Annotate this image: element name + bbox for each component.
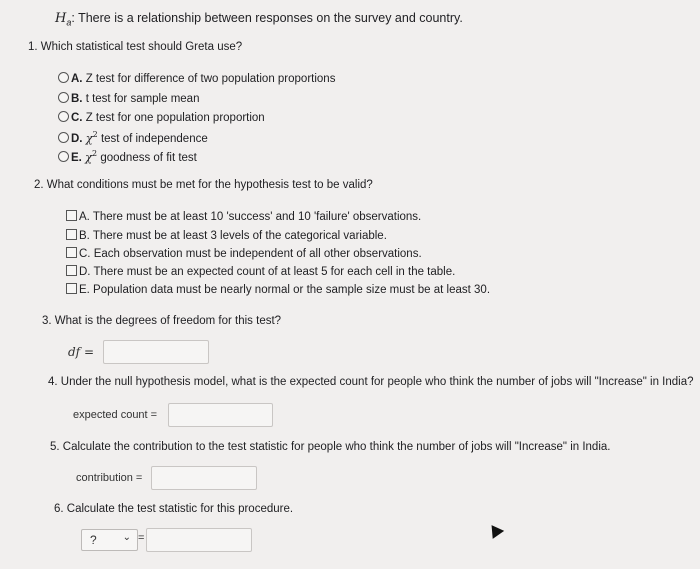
alternative-hypothesis (55, 11, 463, 28)
question-1: 1. Which statistical test should Greta use? (28, 41, 243, 53)
radio-button[interactable] (58, 72, 69, 83)
contribution-input[interactable] (151, 466, 257, 490)
df-input[interactable] (103, 340, 209, 364)
statistic-select[interactable] (81, 529, 138, 551)
question-3: 3. What is the degrees of freedom for this test? (42, 315, 282, 327)
equals-sign: = (138, 532, 145, 544)
mouse-pointer-icon (486, 521, 504, 539)
contribution-label: contribution = (76, 472, 143, 484)
checkbox[interactable] (66, 229, 77, 240)
q1-option-e[interactable]: E. $\chi^2$ goodness of fit test (58, 149, 197, 164)
q1-option-b[interactable]: B. t test for sample mean (58, 92, 199, 105)
q1-option-d[interactable]: D. $\chi^2$ test of independence (58, 130, 208, 145)
chi-square-symbol: $\chi^2$ (85, 130, 98, 145)
radio-button[interactable] (58, 92, 69, 103)
question-6: 6. Calculate the test statistic for this procedure. (54, 503, 294, 515)
hypothesis-symbol: H (55, 11, 67, 26)
chi-square-symbol: $\chi^2$ (85, 149, 98, 164)
checkbox[interactable] (66, 265, 77, 276)
q2-option-a[interactable]: A. There must be at least 10 'success' and 10 'failure' observations. (66, 210, 421, 223)
radio-button[interactable] (58, 132, 69, 143)
select-value: ? (90, 533, 97, 547)
checkbox[interactable] (66, 210, 77, 221)
q2-option-e[interactable]: E. Population data must be nearly normal or the sample size must be at least 30. (66, 283, 490, 296)
q1-option-a[interactable]: A. Z test for difference of two population proportions (58, 72, 335, 85)
expected-count-label: expected count = (73, 409, 158, 421)
question-2: 2. What conditions must be met for the hypothesis test to be valid? (34, 179, 373, 191)
q1-option-c[interactable]: C. Z test for one population proportion (58, 111, 265, 124)
expected-count-input[interactable] (168, 403, 273, 427)
radio-button[interactable] (58, 151, 69, 162)
q2-option-c[interactable]: C. Each observation must be independent of all other observations. (66, 247, 422, 260)
hypothesis-subscript: a (66, 17, 72, 28)
question-5: 5. Calculate the contribution to the test statistic for people who think the number of jobs will "Increase" in India. (50, 441, 611, 453)
radio-button[interactable] (58, 111, 69, 122)
hypothesis-text: : There is a relationship between responses on the survey and country. (71, 11, 463, 25)
q2-option-b[interactable]: B. There must be at least 3 levels of the categorical variable. (66, 229, 387, 242)
chevron-down-icon: ⌄ (122, 532, 131, 543)
checkbox[interactable] (66, 283, 77, 294)
question-4: 4. Under the null hypothesis model, what is the expected count for people who think the number of jobs will "Increase" in India? (48, 376, 694, 388)
q2-option-d[interactable]: D. There must be an expected count of at least 5 for each cell in the table. (66, 265, 455, 278)
df-label: df = (68, 345, 94, 359)
test-statistic-input[interactable] (146, 528, 252, 552)
checkbox[interactable] (66, 247, 77, 258)
